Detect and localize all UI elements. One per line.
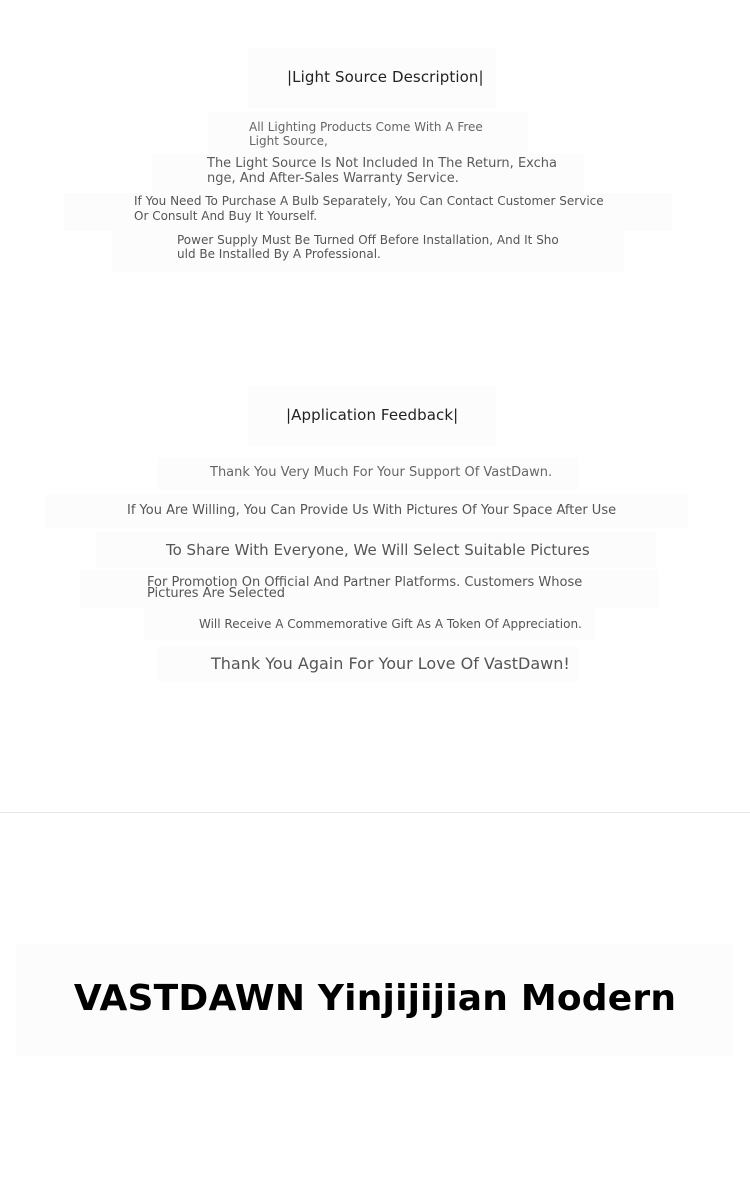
light-source-line-4: Power Supply Must Be Turned Off Before Installation, And It Should Be Installed By A Professional.	[177, 233, 559, 261]
light-source-heading: |Light Source Description|	[287, 68, 484, 86]
feedback-line-2: If You Are Willing, You Can Provide Us With Pictures Of Your Space After Use	[127, 503, 617, 518]
light-source-line-3: If You Need To Purchase A Bulb Separately, You Can Contact Customer Service Or Consult And Buy It Yourself.	[134, 194, 604, 223]
feedback-line-6: Thank You Again For Your Love Of VastDawn!	[211, 654, 570, 673]
section-divider	[0, 812, 750, 813]
light-source-line-2: The Light Source Is Not Included In The Return, Exchange, And After-Sales Warranty Service.	[207, 156, 557, 186]
feedback-line-1: Thank You Very Much For Your Support Of VastDawn.	[210, 465, 553, 480]
product-title: VASTDAWN Yinjijijian Modern	[73, 978, 677, 1019]
feedback-line-5: Will Receive A Commemorative Gift As A Token Of Appreciation.	[199, 617, 582, 631]
feedback-line-3: To Share With Everyone, We Will Select Suitable Pictures	[166, 541, 590, 559]
light-source-line-1: All Lighting Products Come With A Free Light Source,	[249, 120, 483, 148]
feedback-heading: |Application Feedback|	[286, 406, 459, 424]
feedback-line-4: For Promotion On Official And Partner Platforms. Customers Whose Pictures Are Selected	[147, 575, 583, 601]
